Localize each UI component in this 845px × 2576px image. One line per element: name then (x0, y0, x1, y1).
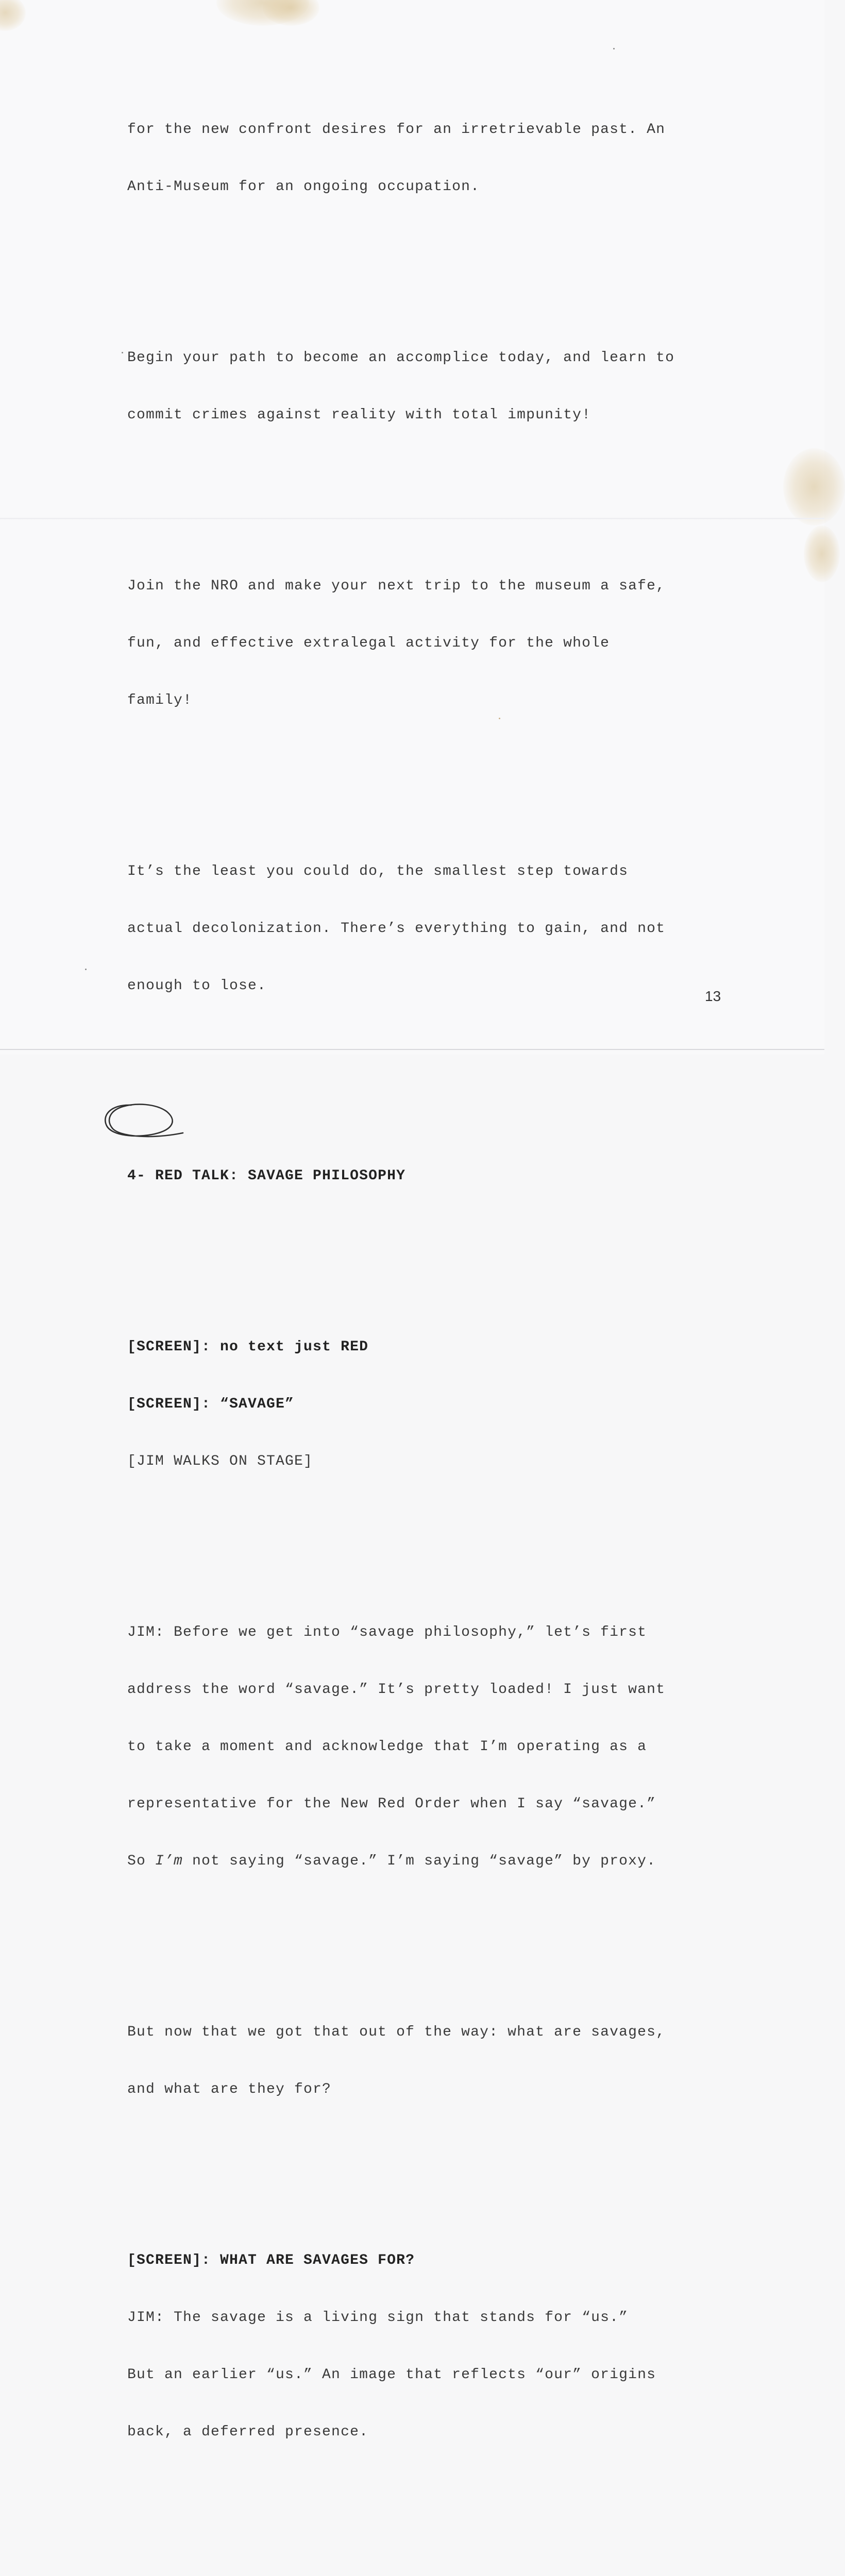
jim-paragraph-1 (127, 1585, 725, 1909)
text-line: Anti-Museum for an ongoing occupation. (127, 179, 480, 195)
paper-speck (122, 352, 123, 353)
intro-paragraph-3 (127, 538, 725, 748)
text-line: representative for the New Red Order when I say “savage.” (127, 1796, 656, 1812)
intro-paragraph-4 (127, 824, 725, 1033)
screen-cue: [SCREEN]: no text just RED (127, 1339, 369, 1355)
text-segment: not saying “savage.” I’m saying “savage” by proxy. (183, 1853, 656, 1869)
text-line: commit crimes against reality with total impunity! (127, 407, 592, 423)
section-heading-block (127, 1109, 725, 1224)
text-segment: So (127, 1853, 156, 1869)
text-line (127, 1852, 725, 1871)
screen-cue: [SCREEN]: “SAVAGE” (127, 1396, 295, 1412)
coffee-stain (783, 448, 845, 526)
savage-sign-paragraph (127, 2555, 725, 2576)
text-line: to take a moment and acknowledge that I’m operating as a (127, 1739, 647, 1755)
text-line: JIM: The savage is a living sign that stands for “us.” (127, 2310, 629, 2326)
page-bottom-edge (0, 1049, 824, 1050)
text-line: But an earlier “us.” An image that reflects “our” origins (127, 2367, 656, 2383)
text-line: But now that we got that out of the way: what are savages, (127, 2024, 666, 2040)
screen-cues-block (127, 1299, 725, 1509)
text-line: fun, and effective extralegal activity for the whole (127, 635, 610, 651)
text-line: Begin your path to become an accomplice today, and learn to (127, 350, 675, 366)
screen-cue: [SCREEN]: WHAT ARE SAVAGES FOR? (127, 2252, 415, 2268)
intro-paragraph-2 (127, 310, 725, 463)
text-line: enough to lose. (127, 978, 267, 994)
text-line: address the word “savage.” It’s pretty loaded! I just want (127, 1682, 666, 1698)
text-line: and what are they for? (127, 2081, 332, 2097)
page-number: 13 (705, 988, 721, 1004)
text-line: family! (127, 692, 193, 708)
handwritten-circle-icon (100, 1100, 188, 1141)
text-line: actual decolonization. There’s everything to gain, and not (127, 921, 666, 937)
text-line: JIM: Before we get into “savage philosophy,” let’s first (127, 1624, 647, 1640)
paper-speck (85, 969, 87, 970)
text-line: back, a deferred presence. (127, 2424, 369, 2440)
coffee-stain (0, 0, 26, 31)
section-heading: 4- RED TALK: SAVAGE PHILOSOPHY (127, 1168, 406, 1184)
coffee-stain (804, 526, 840, 582)
text-line: It’s the least you could do, the smallest step towards (127, 863, 629, 879)
italic-emphasis: I’m (155, 1853, 183, 1869)
script-body (127, 25, 725, 2576)
text-line: for the new confront desires for an irretrievable past. An (127, 122, 666, 138)
intro-paragraph-1 (127, 82, 725, 234)
stage-direction: [JIM WALKS ON STAGE] (127, 1453, 313, 1469)
jim-paragraph-2 (127, 1985, 725, 2137)
screen-savages-for-block (127, 2213, 725, 2480)
text-line: Join the NRO and make your next trip to the museum a safe, (127, 578, 666, 594)
